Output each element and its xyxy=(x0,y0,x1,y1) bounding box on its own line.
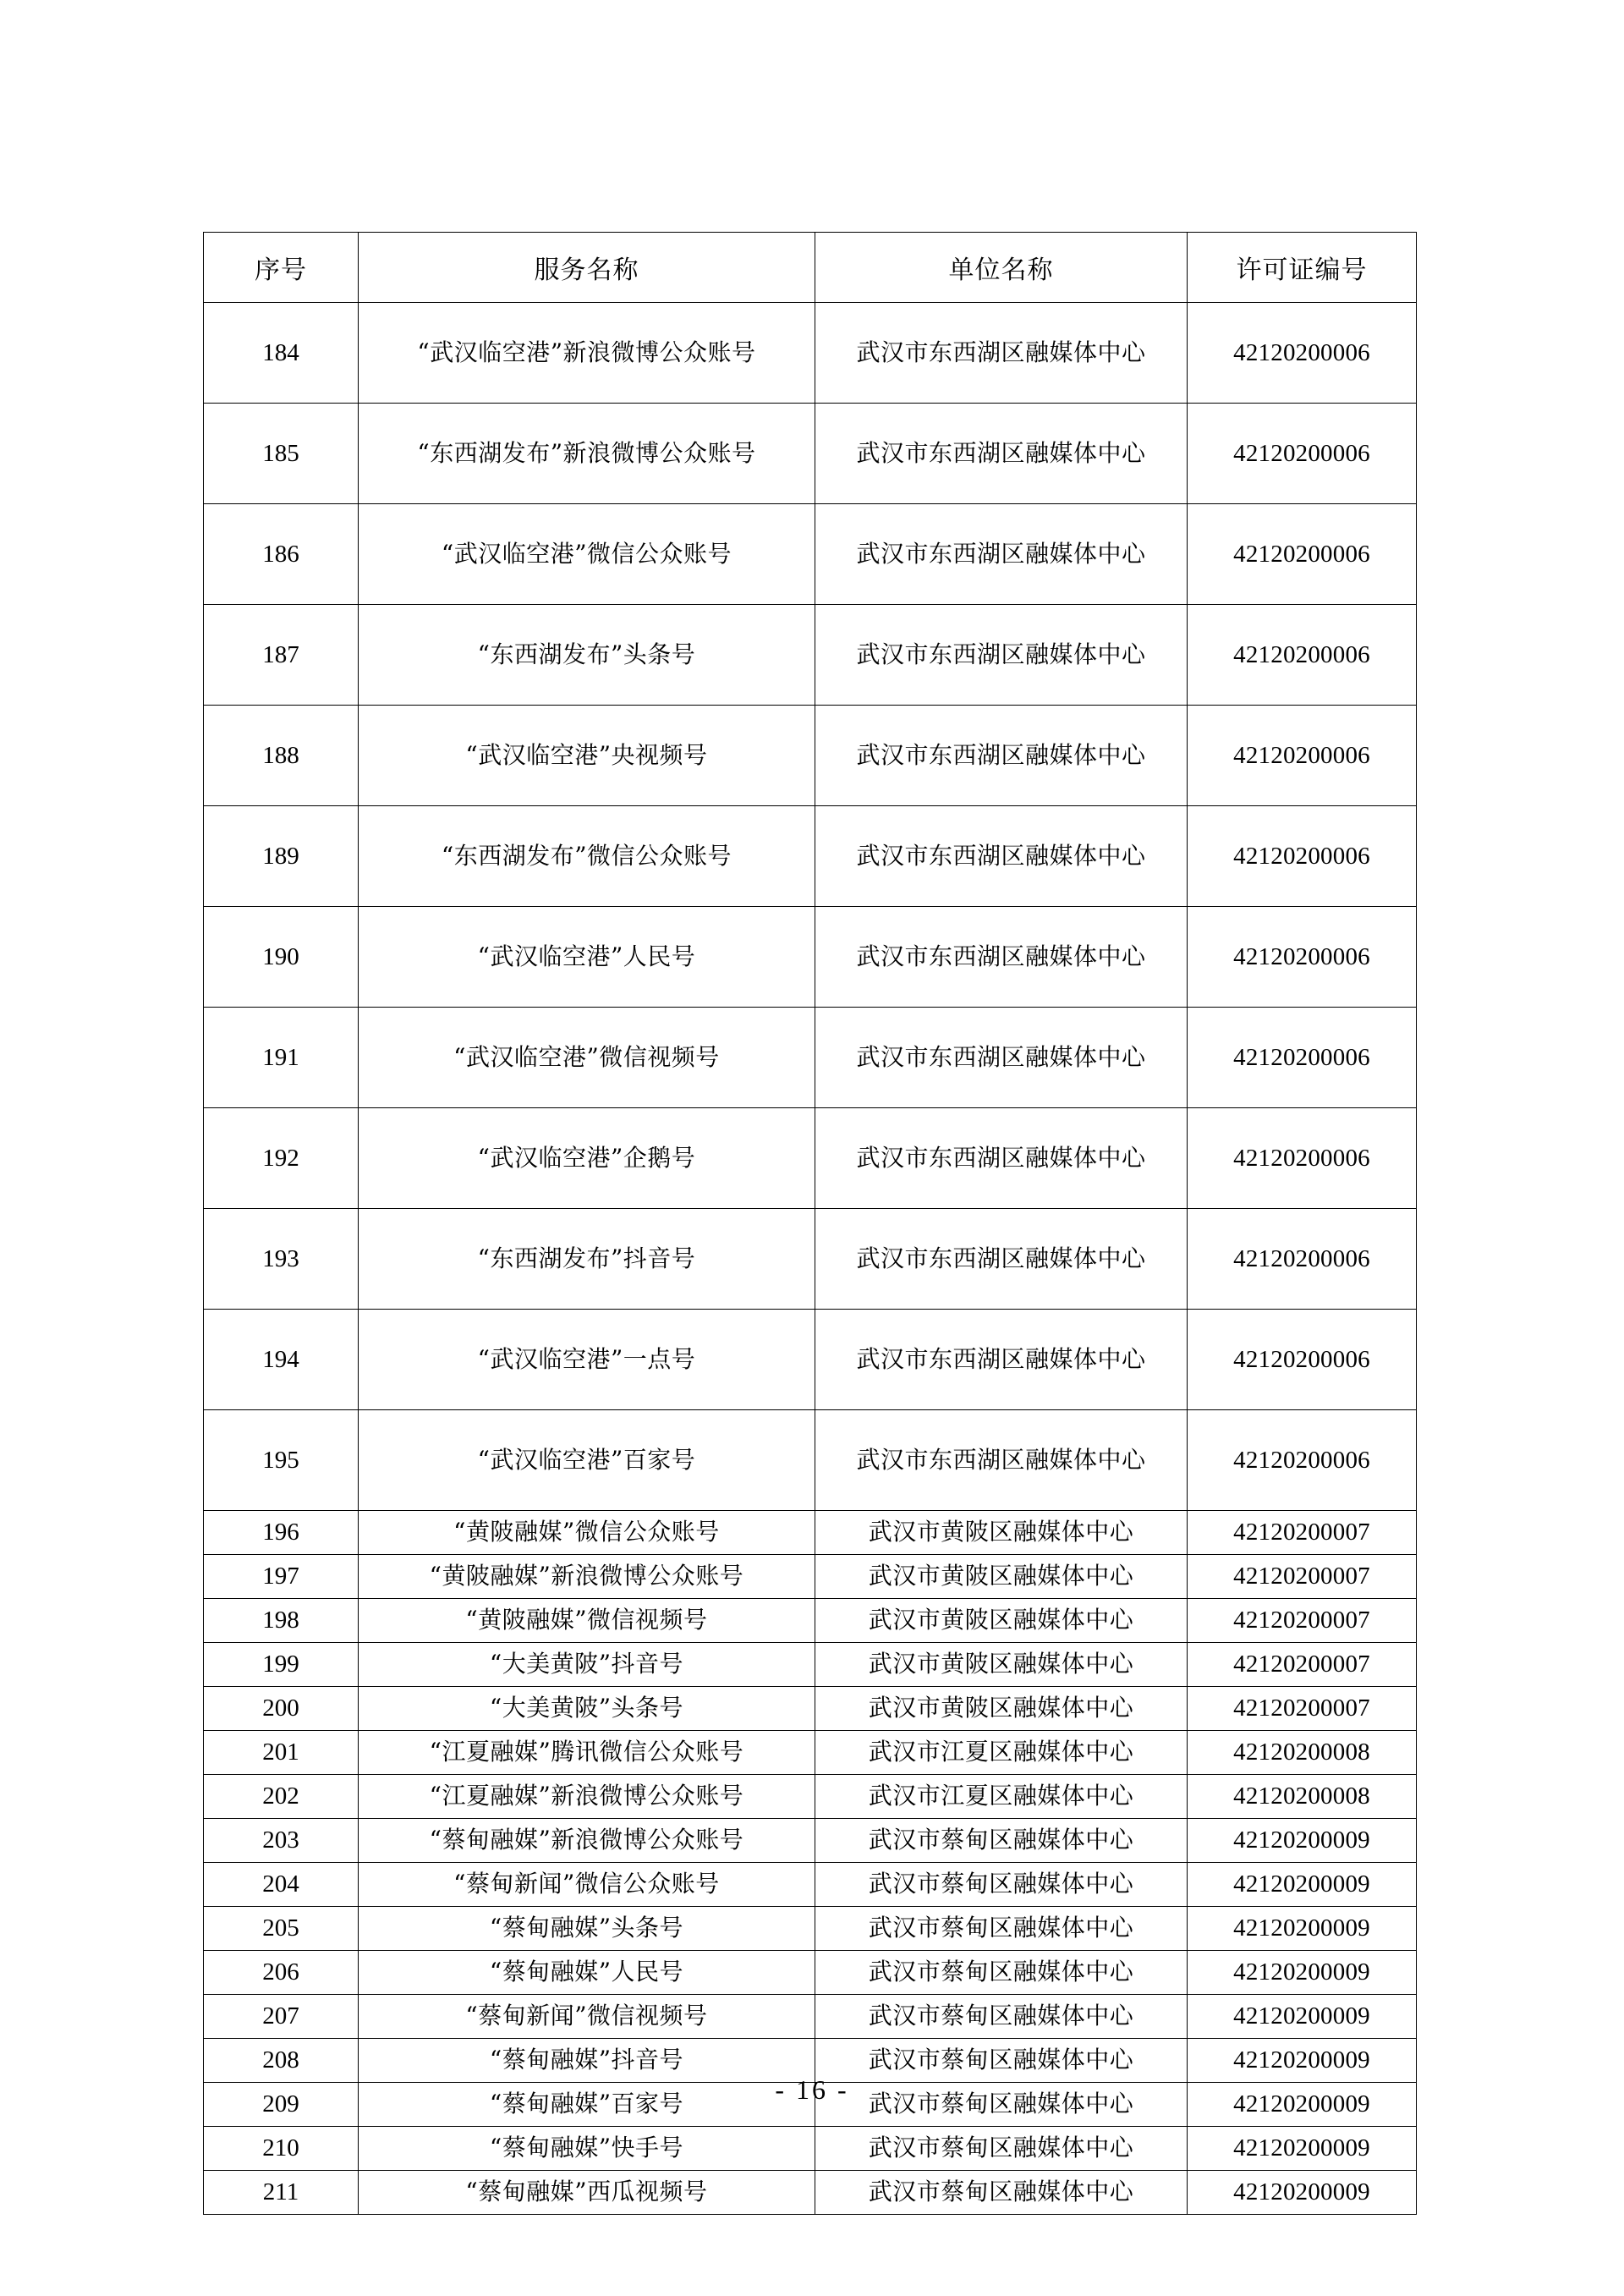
cell-license-number: 42120200006 xyxy=(1188,806,1417,907)
cell-license-number: 42120200009 xyxy=(1188,1819,1417,1863)
table-row xyxy=(204,1410,1417,1511)
cell-license-number: 42120200009 xyxy=(1188,1907,1417,1951)
table-row xyxy=(204,1209,1417,1310)
cell-sequence: 188 xyxy=(204,706,359,806)
column-header-license-number: 许可证编号 xyxy=(1188,233,1417,303)
cell-sequence: 184 xyxy=(204,303,359,404)
table-row xyxy=(204,504,1417,605)
table-row xyxy=(204,1008,1417,1108)
cell-sequence: 200 xyxy=(204,1687,359,1731)
cell-unit-name: 武汉市东西湖区融媒体中心 xyxy=(815,706,1188,806)
cell-sequence: 202 xyxy=(204,1775,359,1819)
table-row xyxy=(204,404,1417,504)
cell-license-number: 42120200006 xyxy=(1188,1108,1417,1209)
cell-service-name: “江夏融媒”新浪微博公众账号 xyxy=(359,1775,815,1819)
cell-unit-name: 武汉市东西湖区融媒体中心 xyxy=(815,806,1188,907)
cell-unit-name: 武汉市蔡甸区融媒体中心 xyxy=(815,1819,1188,1863)
cell-unit-name: 武汉市蔡甸区融媒体中心 xyxy=(815,1907,1188,1951)
table-header xyxy=(204,233,1417,303)
cell-license-number: 42120200007 xyxy=(1188,1687,1417,1731)
cell-unit-name: 武汉市黄陂区融媒体中心 xyxy=(815,1643,1188,1687)
cell-license-number: 42120200008 xyxy=(1188,1775,1417,1819)
cell-sequence: 193 xyxy=(204,1209,359,1310)
cell-license-number: 42120200006 xyxy=(1188,706,1417,806)
cell-unit-name: 武汉市蔡甸区融媒体中心 xyxy=(815,2083,1188,2127)
table-row xyxy=(204,1731,1417,1775)
table-row xyxy=(204,806,1417,907)
cell-license-number: 42120200006 xyxy=(1188,605,1417,706)
page-number: - 16 - xyxy=(775,2074,849,2105)
cell-license-number: 42120200006 xyxy=(1188,1410,1417,1511)
cell-license-number: 42120200006 xyxy=(1188,504,1417,605)
cell-license-number: 42120200006 xyxy=(1188,907,1417,1008)
cell-service-name: “黄陂融媒”新浪微博公众账号 xyxy=(359,1555,815,1599)
cell-service-name: “武汉临空港”央视频号 xyxy=(359,706,815,806)
cell-license-number: 42120200009 xyxy=(1188,2171,1417,2215)
cell-service-name: “黄陂融媒”微信公众账号 xyxy=(359,1511,815,1555)
cell-sequence: 208 xyxy=(204,2039,359,2083)
registry-table-container xyxy=(203,232,1416,2215)
registry-table xyxy=(203,232,1417,2215)
column-header-service-name: 服务名称 xyxy=(359,233,815,303)
cell-license-number: 42120200006 xyxy=(1188,1310,1417,1410)
cell-unit-name: 武汉市东西湖区融媒体中心 xyxy=(815,1108,1188,1209)
cell-license-number: 42120200006 xyxy=(1188,404,1417,504)
table-row xyxy=(204,605,1417,706)
cell-sequence: 205 xyxy=(204,1907,359,1951)
cell-license-number: 42120200006 xyxy=(1188,1008,1417,1108)
table-row xyxy=(204,1951,1417,1995)
cell-license-number: 42120200007 xyxy=(1188,1511,1417,1555)
cell-service-name: “江夏融媒”腾讯微信公众账号 xyxy=(359,1731,815,1775)
cell-sequence: 195 xyxy=(204,1410,359,1511)
cell-sequence: 192 xyxy=(204,1108,359,1209)
cell-service-name: “蔡甸新闻”微信公众账号 xyxy=(359,1863,815,1907)
cell-license-number: 42120200008 xyxy=(1188,1731,1417,1775)
cell-sequence: 203 xyxy=(204,1819,359,1863)
cell-service-name: “武汉临空港”新浪微博公众账号 xyxy=(359,303,815,404)
cell-service-name: “蔡甸新闻”微信视频号 xyxy=(359,1995,815,2039)
cell-sequence: 206 xyxy=(204,1951,359,1995)
cell-license-number: 42120200009 xyxy=(1188,2083,1417,2127)
cell-license-number: 42120200009 xyxy=(1188,1863,1417,1907)
cell-unit-name: 武汉市黄陂区融媒体中心 xyxy=(815,1687,1188,1731)
table-row xyxy=(204,2171,1417,2215)
cell-unit-name: 武汉市东西湖区融媒体中心 xyxy=(815,907,1188,1008)
table-row xyxy=(204,706,1417,806)
column-header-sequence: 序号 xyxy=(204,233,359,303)
cell-unit-name: 武汉市蔡甸区融媒体中心 xyxy=(815,2039,1188,2083)
table-row xyxy=(204,1643,1417,1687)
cell-license-number: 42120200009 xyxy=(1188,1995,1417,2039)
table-row xyxy=(204,2127,1417,2171)
cell-service-name: “武汉临空港”微信公众账号 xyxy=(359,504,815,605)
table-row xyxy=(204,303,1417,404)
cell-service-name: “东西湖发布”头条号 xyxy=(359,605,815,706)
cell-service-name: “武汉临空港”微信视频号 xyxy=(359,1008,815,1108)
cell-unit-name: 武汉市东西湖区融媒体中心 xyxy=(815,504,1188,605)
cell-unit-name: 武汉市江夏区融媒体中心 xyxy=(815,1731,1188,1775)
cell-service-name: “武汉临空港”一点号 xyxy=(359,1310,815,1410)
table-row xyxy=(204,1108,1417,1209)
cell-service-name: “大美黄陂”抖音号 xyxy=(359,1643,815,1687)
cell-unit-name: 武汉市蔡甸区融媒体中心 xyxy=(815,1951,1188,1995)
cell-unit-name: 武汉市东西湖区融媒体中心 xyxy=(815,404,1188,504)
cell-service-name: “黄陂融媒”微信视频号 xyxy=(359,1599,815,1643)
cell-sequence: 190 xyxy=(204,907,359,1008)
cell-unit-name: 武汉市东西湖区融媒体中心 xyxy=(815,1209,1188,1310)
cell-sequence: 197 xyxy=(204,1555,359,1599)
cell-service-name: “武汉临空港”人民号 xyxy=(359,907,815,1008)
cell-sequence: 191 xyxy=(204,1008,359,1108)
cell-service-name: “蔡甸融媒”新浪微博公众账号 xyxy=(359,1819,815,1863)
cell-license-number: 42120200007 xyxy=(1188,1643,1417,1687)
table-row xyxy=(204,1687,1417,1731)
cell-unit-name: 武汉市黄陂区融媒体中心 xyxy=(815,1511,1188,1555)
cell-sequence: 196 xyxy=(204,1511,359,1555)
cell-sequence: 210 xyxy=(204,2127,359,2171)
cell-unit-name: 武汉市黄陂区融媒体中心 xyxy=(815,1555,1188,1599)
cell-sequence: 204 xyxy=(204,1863,359,1907)
table-row xyxy=(204,1555,1417,1599)
cell-sequence: 185 xyxy=(204,404,359,504)
cell-service-name: “蔡甸融媒”快手号 xyxy=(359,2127,815,2171)
table-row xyxy=(204,1310,1417,1410)
table-row xyxy=(204,1819,1417,1863)
cell-service-name: “武汉临空港”企鹅号 xyxy=(359,1108,815,1209)
cell-unit-name: 武汉市蔡甸区融媒体中心 xyxy=(815,2127,1188,2171)
cell-service-name: “东西湖发布”微信公众账号 xyxy=(359,806,815,907)
cell-unit-name: 武汉市江夏区融媒体中心 xyxy=(815,1775,1188,1819)
cell-service-name: “蔡甸融媒”人民号 xyxy=(359,1951,815,1995)
table-row xyxy=(204,907,1417,1008)
table-row xyxy=(204,1995,1417,2039)
table-row xyxy=(204,1599,1417,1643)
cell-unit-name: 武汉市蔡甸区融媒体中心 xyxy=(815,1863,1188,1907)
cell-sequence: 189 xyxy=(204,806,359,907)
cell-unit-name: 武汉市黄陂区融媒体中心 xyxy=(815,1599,1188,1643)
cell-license-number: 42120200009 xyxy=(1188,2039,1417,2083)
cell-service-name: “东西湖发布”抖音号 xyxy=(359,1209,815,1310)
cell-license-number: 42120200007 xyxy=(1188,1599,1417,1643)
table-row xyxy=(204,1511,1417,1555)
cell-license-number: 42120200007 xyxy=(1188,1555,1417,1599)
cell-service-name: “东西湖发布”新浪微博公众账号 xyxy=(359,404,815,504)
cell-unit-name: 武汉市东西湖区融媒体中心 xyxy=(815,303,1188,404)
cell-sequence: 207 xyxy=(204,1995,359,2039)
cell-sequence: 194 xyxy=(204,1310,359,1410)
cell-service-name: “蔡甸融媒”头条号 xyxy=(359,1907,815,1951)
cell-unit-name: 武汉市东西湖区融媒体中心 xyxy=(815,1008,1188,1108)
cell-sequence: 209 xyxy=(204,2083,359,2127)
cell-service-name: “蔡甸融媒”西瓜视频号 xyxy=(359,2171,815,2215)
table-row xyxy=(204,1907,1417,1951)
cell-sequence: 198 xyxy=(204,1599,359,1643)
cell-unit-name: 武汉市东西湖区融媒体中心 xyxy=(815,1310,1188,1410)
table-row xyxy=(204,1863,1417,1907)
cell-service-name: “武汉临空港”百家号 xyxy=(359,1410,815,1511)
cell-unit-name: 武汉市蔡甸区融媒体中心 xyxy=(815,1995,1188,2039)
cell-sequence: 201 xyxy=(204,1731,359,1775)
column-header-unit-name: 单位名称 xyxy=(815,233,1188,303)
table-body xyxy=(204,303,1417,2215)
cell-unit-name: 武汉市蔡甸区融媒体中心 xyxy=(815,2171,1188,2215)
cell-license-number: 42120200009 xyxy=(1188,2127,1417,2171)
cell-service-name: “大美黄陂”头条号 xyxy=(359,1687,815,1731)
cell-license-number: 42120200006 xyxy=(1188,303,1417,404)
cell-license-number: 42120200006 xyxy=(1188,1209,1417,1310)
table-row xyxy=(204,1775,1417,1819)
cell-unit-name: 武汉市东西湖区融媒体中心 xyxy=(815,605,1188,706)
cell-service-name: “蔡甸融媒”抖音号 xyxy=(359,2039,815,2083)
cell-sequence: 199 xyxy=(204,1643,359,1687)
cell-sequence: 186 xyxy=(204,504,359,605)
table-header-row xyxy=(204,233,1417,303)
cell-service-name: “蔡甸融媒”百家号 xyxy=(359,2083,815,2127)
cell-unit-name: 武汉市东西湖区融媒体中心 xyxy=(815,1410,1188,1511)
cell-sequence: 187 xyxy=(204,605,359,706)
cell-sequence: 211 xyxy=(204,2171,359,2215)
cell-license-number: 42120200009 xyxy=(1188,1951,1417,1995)
